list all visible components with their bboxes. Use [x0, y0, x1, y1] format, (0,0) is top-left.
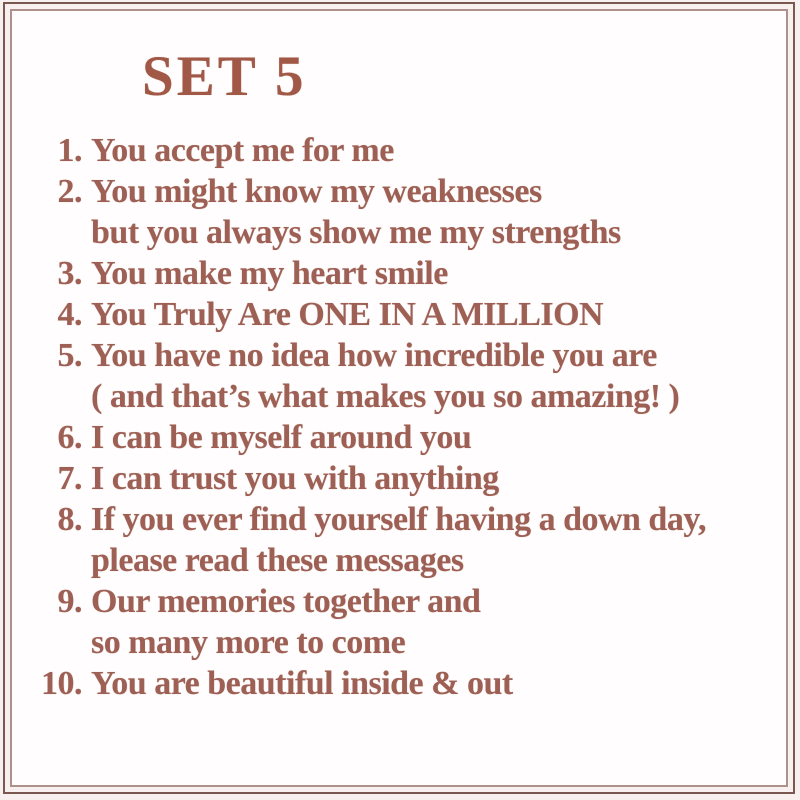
list-item-continuation — [34, 376, 778, 417]
list-item — [34, 335, 778, 376]
list-item-text: You have no idea how incredible you are — [91, 337, 657, 374]
list-item-text: You might know my weaknesses — [91, 173, 542, 210]
list-item-text: but you always show me my strengths — [91, 214, 621, 251]
list-item-number: 3. — [57, 255, 82, 292]
list-item-text: You make my heart smile — [91, 255, 448, 292]
list-item-text: You are beautiful inside & out — [91, 665, 513, 702]
list-item — [34, 253, 778, 294]
list-item — [34, 130, 778, 171]
list-item — [34, 294, 778, 335]
list-item-text: Our memories together and — [91, 583, 481, 620]
list-item-number: 2. — [57, 173, 82, 210]
list-item-number: 10. — [41, 665, 82, 702]
list-item-number: 6. — [57, 419, 82, 456]
list-item — [34, 171, 778, 212]
list-item-text: so many more to come — [91, 624, 406, 661]
list-item-text: please read these messages — [91, 542, 464, 579]
list-item-number: 1. — [57, 132, 82, 169]
list-item-text: You Truly Are ONE IN A MILLION — [91, 296, 604, 333]
list-item-number: 8. — [57, 501, 82, 538]
list-item-number: 5. — [57, 337, 82, 374]
list-item-text: If you ever find yourself having a down day, — [91, 501, 706, 538]
list-item-continuation — [34, 540, 778, 581]
list-item-continuation — [34, 212, 778, 253]
card-content — [22, 20, 778, 778]
list-item-text: I can trust you with anything — [91, 460, 499, 497]
list-item — [34, 663, 778, 704]
list-item-continuation — [34, 622, 778, 663]
list-item-text: ( and that’s what makes you so amazing! ) — [91, 378, 680, 415]
list-item — [34, 581, 778, 622]
list-item-number: 7. — [57, 460, 82, 497]
list-item-number: 9. — [57, 583, 82, 620]
list-item-text: You accept me for me — [91, 132, 394, 169]
list-item — [34, 417, 778, 458]
page-title: SET 5 — [142, 45, 307, 108]
list-item — [34, 458, 778, 499]
list-item-number: 4. — [57, 296, 82, 333]
affirmation-list — [22, 130, 778, 704]
list-item — [34, 499, 778, 540]
list-item-text: I can be myself around you — [91, 419, 472, 456]
